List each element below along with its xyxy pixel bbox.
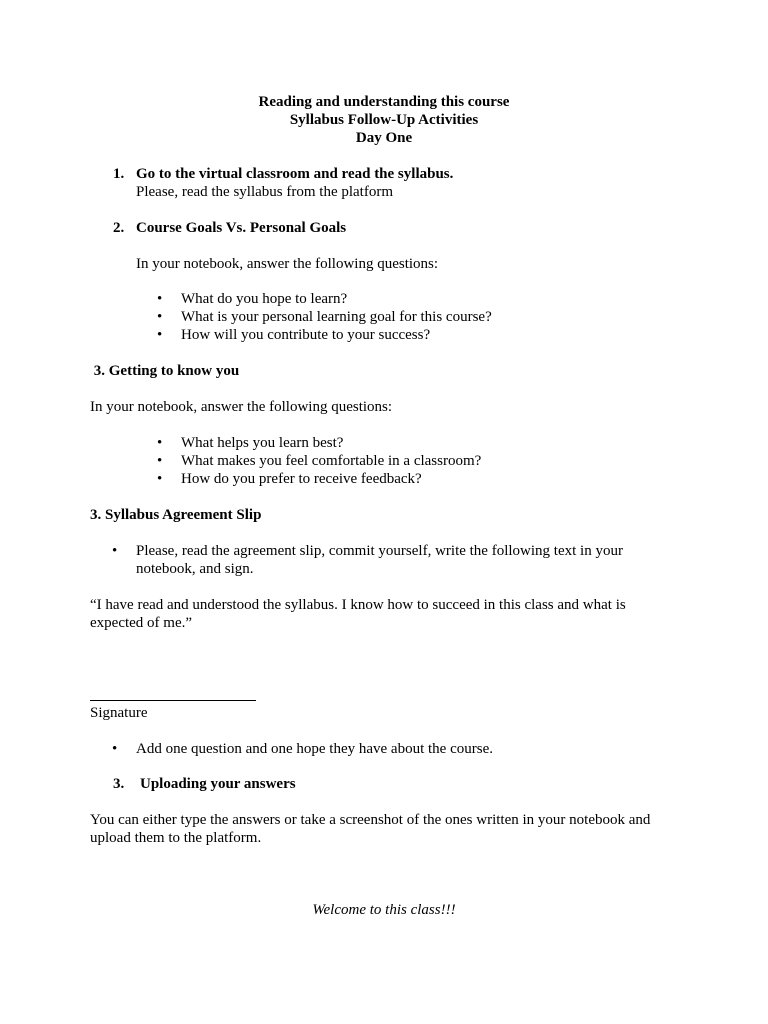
section1-text: Please, read the syllabus from the platform — [136, 184, 394, 200]
bullet-icon: • — [157, 291, 163, 307]
document-title: Reading and understanding this course — [258, 94, 510, 110]
bullet-icon: • — [157, 309, 163, 325]
section2-intro: In your notebook, answer the following questions: — [136, 256, 439, 272]
section3-question: What helps you learn best? — [181, 435, 344, 451]
section4-bullet-line1: Please, read the agreement slip, commit yourself, write the following text in your — [136, 543, 623, 559]
section1-heading: Go to the virtual classroom and read the syllabus. — [136, 166, 454, 182]
section5-heading: Uploading your answers — [140, 776, 296, 792]
section2-question: How will you contribute to your success? — [181, 327, 431, 343]
section3-intro: In your notebook, answer the following questions: — [90, 399, 393, 415]
section2-number: 2. — [113, 220, 125, 236]
section4-bullet-line2: notebook, and sign. — [136, 561, 254, 577]
section2-question: What do you hope to learn? — [181, 291, 348, 307]
section2-question: What is your personal learning goal for this course? — [181, 309, 492, 325]
agreement-quote-line1: “I have read and understood the syllabus. I know how to succeed in this class and what is — [90, 597, 626, 613]
section4-heading: 3. Syllabus Agreement Slip — [90, 507, 262, 523]
document-day-label: Day One — [355, 130, 413, 146]
section5-text-line2: upload them to the platform. — [90, 830, 262, 846]
signature-line — [90, 700, 256, 701]
bullet-icon: • — [112, 543, 118, 559]
section1-number: 1. — [113, 166, 125, 182]
section3-question: How do you prefer to receive feedback? — [181, 471, 422, 487]
section3-heading: 3. Getting to know you — [90, 363, 240, 379]
closing-message: Welcome to this class!!! — [312, 902, 456, 918]
bullet-icon: • — [157, 471, 163, 487]
bullet-icon: • — [157, 453, 163, 469]
section5-number: 3. — [113, 776, 125, 792]
agreement-quote-line2: expected of me.” — [90, 615, 193, 631]
bullet-icon: • — [157, 327, 163, 343]
section2-heading: Course Goals Vs. Personal Goals — [136, 220, 347, 236]
section3-question: What makes you feel comfortable in a classroom? — [181, 453, 482, 469]
signature-label: Signature — [90, 705, 148, 721]
bullet-icon: • — [112, 741, 118, 757]
section4-extra-bullet: Add one question and one hope they have about the course. — [136, 741, 493, 757]
section5-text-line1: You can either type the answers or take a screenshot of the ones written in your notebook and — [90, 812, 651, 828]
bullet-icon: • — [157, 435, 163, 451]
document-subtitle: Syllabus Follow-Up Activities — [289, 112, 479, 128]
